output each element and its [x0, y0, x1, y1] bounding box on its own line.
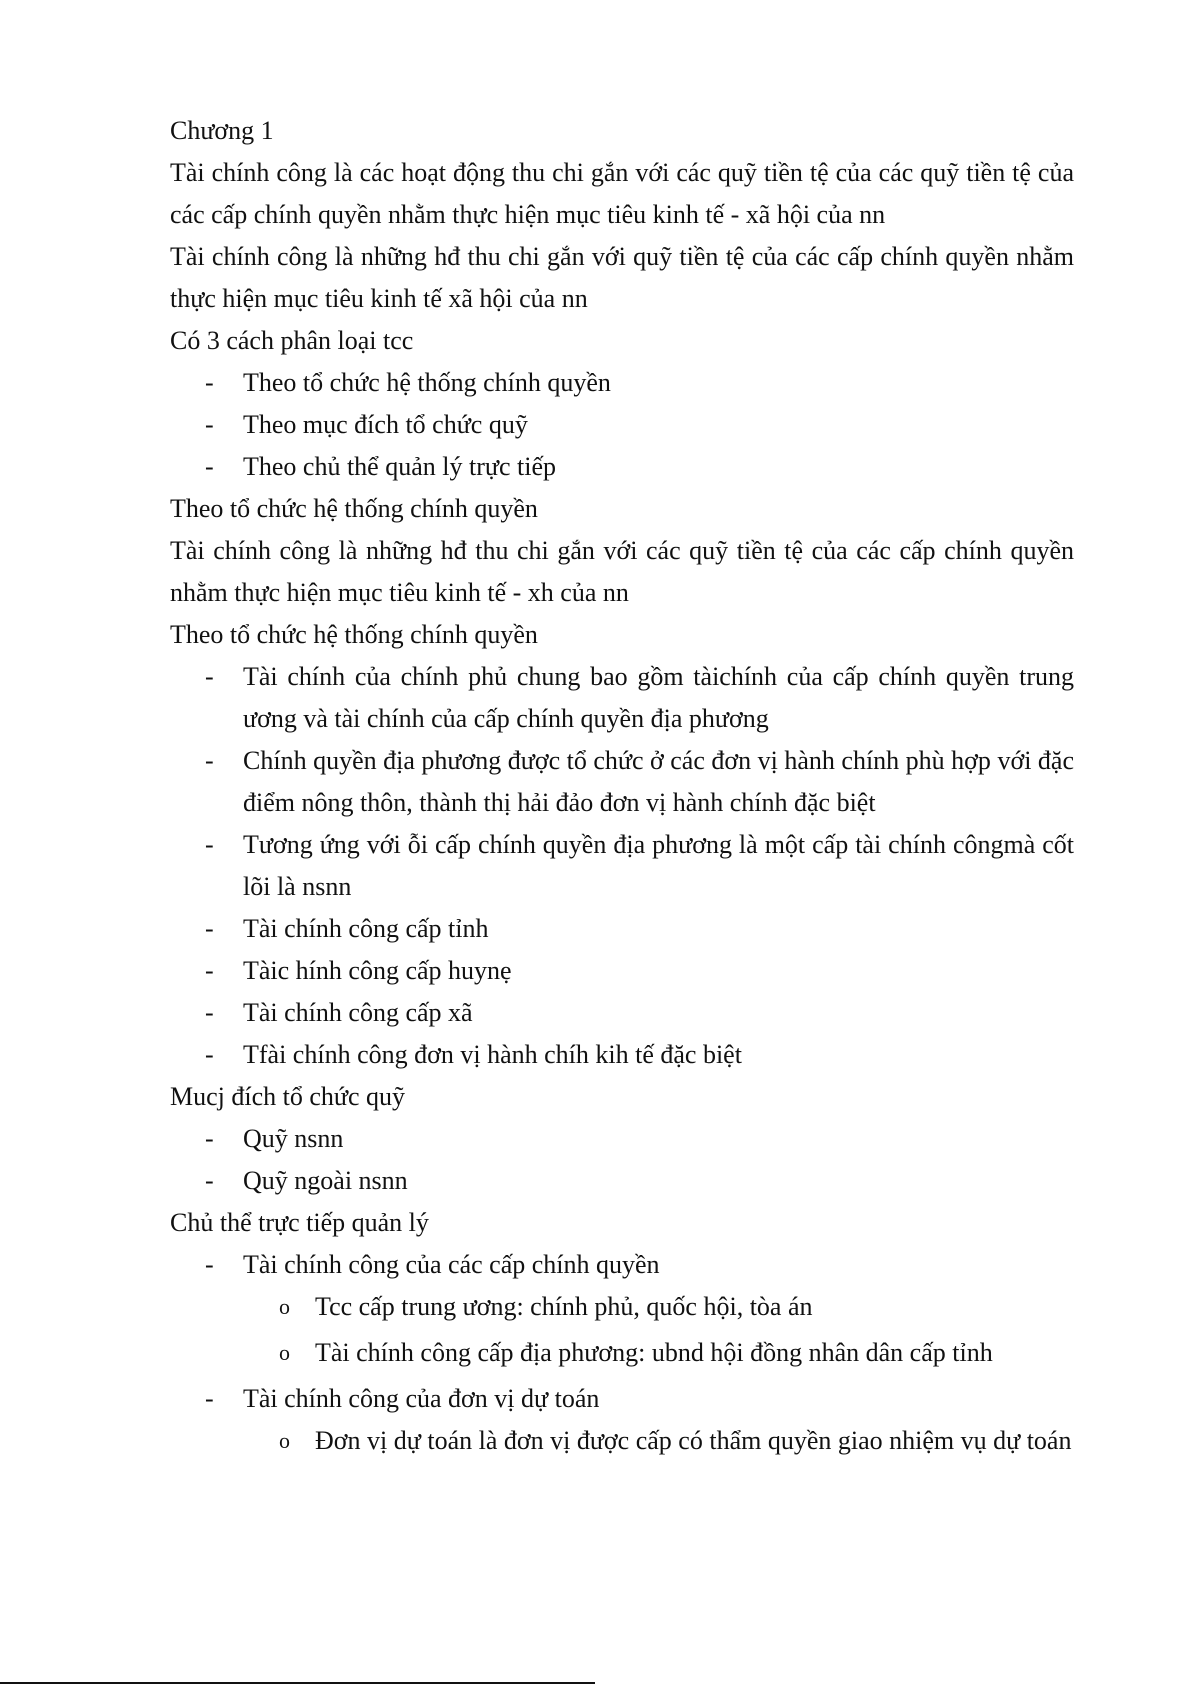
classification-list [170, 362, 1074, 488]
list-item-text: Tài chính công cấp xã [243, 998, 473, 1027]
dash-marker: - [205, 1040, 214, 1069]
list-item [205, 992, 1074, 1034]
sub-list-item [279, 1286, 1074, 1332]
dash-marker: - [205, 956, 214, 985]
management-subject-list [170, 1244, 1074, 1466]
list-item [205, 656, 1074, 740]
list-item [205, 1034, 1074, 1076]
definition-paragraph-3: Tài chính công là những hđ thu chi gắn với các quỹ tiền tệ của các cấp chính quyền nhằm thực hiện mục tiêu kinh tế - xh của nn [170, 536, 1074, 607]
list-item [205, 404, 1074, 446]
sub-list-item-text: Đơn vị dự toán là đơn vị được cấp có thẩm quyền giao nhiệm vụ dự toán [315, 1426, 1072, 1455]
list-item-text: Tương ứng với ỗi cấp chính quyền địa phương là một cấp tài chính côngmà cốt lõi là nsnn [243, 830, 1074, 901]
list-item [205, 740, 1074, 824]
classification-intro: Có 3 cách phân loại tcc [170, 326, 414, 355]
list-item-text: Chính quyền địa phương được tổ chức ở các đơn vị hành chính phù hợp với đặc điểm nông thôn, thành thị hải đảo đơn vị hành chính đặc biệt [243, 746, 1074, 817]
sub-list-item [279, 1332, 1074, 1378]
dash-marker: - [205, 830, 214, 859]
dash-marker: - [205, 410, 214, 439]
dash-marker: - [205, 914, 214, 943]
list-item-text: Theo tổ chức hệ thống chính quyền [243, 368, 611, 397]
list-item-text: Tài chính công cấp tỉnh [243, 914, 489, 943]
list-item-text: Theo chủ thể quản lý trực tiếp [243, 452, 556, 481]
list-item [205, 1244, 1074, 1378]
circle-marker: o [279, 1428, 290, 1453]
sub-list [243, 1286, 1074, 1378]
section-title: Theo tổ chức hệ thống chính quyền [170, 494, 538, 523]
list-item [205, 1378, 1074, 1466]
section-title: Chủ thể trực tiếp quản lý [170, 1208, 429, 1237]
list-item [205, 950, 1074, 992]
footnote-separator-line [0, 1682, 595, 1684]
dash-marker: - [205, 1124, 214, 1153]
fund-purpose-list [170, 1118, 1074, 1202]
list-item-text: Tài chính công của đơn vị dự toán [243, 1384, 600, 1413]
list-item-text: Quỹ ngoài nsnn [243, 1166, 408, 1195]
sub-list-item [279, 1420, 1074, 1466]
dash-marker: - [205, 662, 214, 691]
list-item [205, 824, 1074, 908]
dash-marker: - [205, 368, 214, 397]
section-title: Theo tổ chức hệ thống chính quyền [170, 620, 538, 649]
list-item-text: Theo mục đích tổ chức quỹ [243, 410, 528, 439]
definition-paragraph-2: Tài chính công là những hđ thu chi gắn với quỹ tiền tệ của các cấp chính quyền nhằm thực hiện mục tiêu kinh tế xã hội của nn [170, 242, 1074, 313]
dash-marker: - [205, 1250, 214, 1279]
list-item [205, 446, 1074, 488]
list-item [205, 362, 1074, 404]
section-title: Mucj đích tổ chức quỹ [170, 1082, 406, 1111]
list-item-text: Tài chính của chính phủ chung bao gồm tàichính của cấp chính quyền trung ương và tài chính của cấp chính quyền địa phương [243, 662, 1074, 733]
document-page [170, 110, 1074, 1466]
chapter-heading: Chương 1 [170, 116, 274, 145]
sub-list [243, 1420, 1074, 1466]
list-item [205, 1160, 1074, 1202]
dash-marker: - [205, 746, 214, 775]
list-item [205, 908, 1074, 950]
list-item-text: Tàic hính công cấp huynẹ [243, 956, 512, 985]
list-item-text: Tfài chính công đơn vị hành chíh kih tế đặc biệt [243, 1040, 742, 1069]
government-system-list [170, 656, 1074, 1076]
circle-marker: o [279, 1340, 290, 1365]
dash-marker: - [205, 452, 214, 481]
list-item [205, 1118, 1074, 1160]
dash-marker: - [205, 998, 214, 1027]
dash-marker: - [205, 1166, 214, 1195]
list-item-text: Quỹ nsnn [243, 1124, 344, 1153]
dash-marker: - [205, 1384, 214, 1413]
sub-list-item-text: Tcc cấp trung ương: chính phủ, quốc hội, tòa án [315, 1292, 813, 1321]
sub-list-item-text: Tài chính công cấp địa phương: ubnd hội đồng nhân dân cấp tỉnh [315, 1338, 993, 1367]
list-item-text: Tài chính công của các cấp chính quyền [243, 1250, 660, 1279]
circle-marker: o [279, 1294, 290, 1319]
definition-paragraph-1: Tài chính công là các hoạt động thu chi gắn với các quỹ tiền tệ của các quỹ tiền tệ của các cấp chính quyền nhằm thực hiện mục tiêu kinh tế - xã hội của nn [170, 158, 1074, 229]
